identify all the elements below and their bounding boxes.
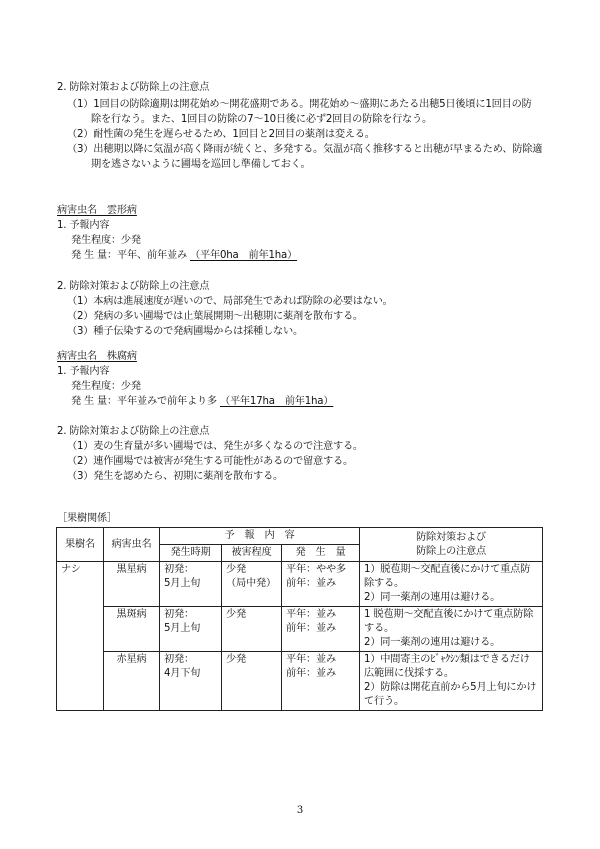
control-cell — [360, 652, 543, 711]
amount-normal-year: 平年：やや多 — [286, 564, 346, 575]
fruit-forecast-table — [56, 527, 543, 711]
occurrence-amount-area: （平年17ha 前年1ha） — [219, 396, 334, 407]
control-item-3: （3）種子伝染するので発病圃場からは採種しない。 — [67, 326, 303, 337]
control-item-1: （1）本病は進展速度が遅いので、局部発生であれば防除の必要はない。 — [67, 296, 393, 307]
control-line: 1）中間寄主のﾋﾞｬｸｼﾝ類はできるだけ — [364, 654, 530, 665]
amount-cell — [282, 562, 360, 607]
control-item-1-line-2: 除を行なう。また、1回目の防除の7～10日後に必ず2回目の防除を行なう。 — [91, 114, 433, 125]
pest-cell: 黒斑病 — [104, 607, 160, 652]
damage-local: （局中発） — [226, 578, 276, 589]
control-heading: 2. 防除対策および防除上の注意点 — [57, 426, 210, 437]
occurrence-degree: 発生程度：少発 — [71, 235, 141, 246]
pest-title-unkei: 病害虫名 雲形病 — [57, 205, 137, 216]
control-item-2: （2）耐性菌の発生を遅らせるため、1回目と2回目の薬剤は変える。 — [67, 129, 375, 140]
header-control — [360, 528, 543, 562]
control-line: 1）脱苞期～交配直後にかけて重点防 — [364, 564, 531, 575]
occurrence-amount — [71, 248, 297, 263]
damage-cell — [222, 562, 282, 607]
damage-value: 少発 — [226, 564, 246, 575]
tree-name-cell: ナシ — [57, 562, 104, 711]
amount-normal-year: 平年：並み — [286, 609, 336, 620]
control-cell — [360, 607, 543, 652]
amount-cell — [282, 652, 360, 711]
header-damage: 被害程度 — [222, 545, 282, 562]
fruit-section-caption: ［果樹関係］ — [57, 513, 117, 524]
header-time: 発生時期 — [160, 545, 222, 562]
control-line: 1 脱苞期～交配直後にかけて重点防除 — [364, 609, 534, 620]
control-line: 2）同一薬剤の連用は避ける。 — [364, 592, 501, 603]
amount-normal-year: 平年：並み — [286, 654, 336, 665]
occurrence-amount — [71, 394, 333, 409]
pest-title-kabugusare: 病害虫名 株腐病 — [57, 351, 137, 362]
time-value: 4月下旬 — [164, 668, 201, 679]
occurrence-degree: 発生程度：少発 — [71, 381, 141, 392]
control-line: 2）防除は開花直前から5月上旬にかけ — [364, 682, 537, 693]
control-item-3-line-1: （3）出穂期以降に気温が高く降雨が続くと、多発する。気温が高く推移すると出穂が早まるため、防除適 — [67, 144, 543, 155]
control-item-2: （2）連作圃場では被害が発生する可能性があるので留意する。 — [67, 456, 353, 467]
section-heading: 2. 防除対策および防除上の注意点 — [57, 82, 210, 93]
control-line: 広範囲に伐採する。 — [364, 668, 454, 679]
amount-previous-year: 前年：並み — [286, 668, 336, 679]
header-control-line-2: 防除上の注意点 — [416, 545, 486, 557]
time-cell — [160, 652, 222, 711]
control-item-1: （1）麦の生育量が多い圃場では、発生が多くなるので注意する。 — [67, 441, 363, 452]
header-control-line-1: 防除対策および — [416, 531, 486, 543]
forecast-heading: 1. 予報内容 — [57, 220, 110, 231]
header-forecast: 予 報 内 容 — [160, 528, 360, 545]
amount-previous-year: 前年：並み — [286, 623, 336, 634]
header-tree: 果樹名 — [57, 528, 104, 562]
control-item-3-line-2: 期を逃さないように圃場を巡回し準備しておく。 — [91, 159, 311, 170]
control-item-1-line-1: （1）1回目の防除適期は開花始め～開花盛期である。開花始め～盛期にあたる出穂5日後頃に1回目の防 — [67, 99, 532, 110]
time-label: 初発： — [164, 609, 194, 620]
damage-value: 少発 — [226, 654, 246, 665]
control-line: て行う。 — [364, 696, 404, 707]
time-label: 初発： — [164, 564, 194, 575]
header-amount: 発 生 量 — [282, 545, 360, 562]
page-number: 3 — [296, 805, 304, 816]
amount-previous-year: 前年：並み — [286, 578, 336, 589]
damage-value: 少発 — [226, 609, 246, 620]
amount-cell — [282, 607, 360, 652]
control-item-3: （3）発生を認めたら、初期に薬剤を散布する。 — [67, 471, 284, 482]
time-cell — [160, 607, 222, 652]
header-pest: 病害虫名 — [104, 528, 160, 562]
forecast-heading: 1. 予報内容 — [57, 366, 110, 377]
occurrence-amount-text: 発 生 量：平年、前年並み — [71, 250, 187, 261]
control-cell — [360, 562, 543, 607]
pest-cell: 赤星病 — [104, 652, 160, 711]
table-header-row — [57, 528, 543, 545]
pest-cell: 黒星病 — [104, 562, 160, 607]
damage-cell — [222, 652, 282, 711]
time-value: 5月上旬 — [164, 623, 201, 634]
control-heading: 2. 防除対策および防除上の注意点 — [57, 281, 210, 292]
control-line: 除する。 — [364, 578, 404, 589]
control-line: する。 — [364, 623, 394, 634]
table-row — [57, 562, 543, 607]
time-label: 初発： — [164, 654, 194, 665]
table-row — [57, 607, 543, 652]
control-item-2: （2）発病の多い圃場では止葉展開期～出穂期に薬剤を散布する。 — [67, 311, 363, 322]
time-cell — [160, 562, 222, 607]
occurrence-amount-area: （平年0ha 前年1ha） — [190, 250, 298, 261]
occurrence-amount-text: 発 生 量：平年並みで前年より多 — [71, 396, 217, 407]
damage-cell — [222, 607, 282, 652]
table-row — [57, 652, 543, 711]
control-line: 2）同一薬剤の連用は避ける。 — [364, 637, 501, 648]
time-value: 5月上旬 — [164, 578, 201, 589]
